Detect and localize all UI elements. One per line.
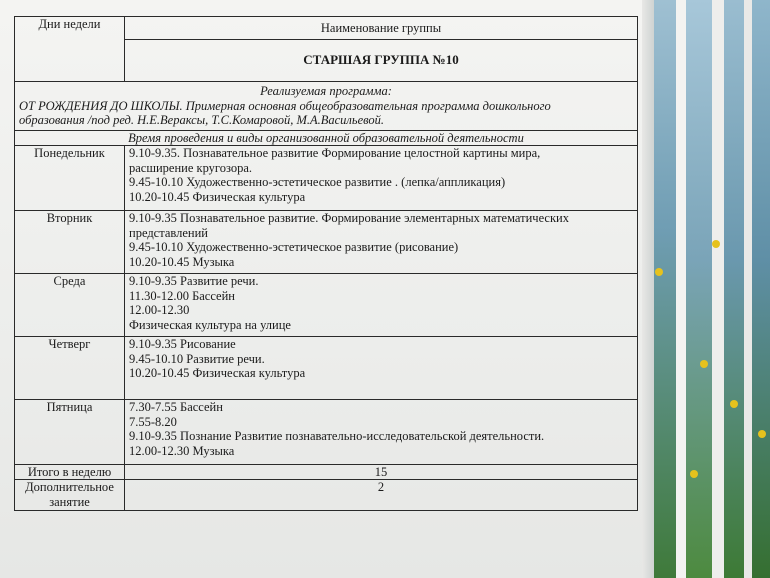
schedule-entry: представлений xyxy=(129,225,208,240)
schedule-entry: 9.10-9.35 Познавательное развитие. Формирование элементарных математических xyxy=(129,211,569,225)
schedule-entry: 10.20-10.45 Музыка xyxy=(129,254,235,269)
day-row-friday xyxy=(15,400,638,465)
program-line-2: образования /под ред. Н.Е.Вераксы, Т.С.Комаровой, М.А.Васильевой. xyxy=(19,113,385,127)
program-line-1: ОТ РОЖДЕНИЯ ДО ШКОЛЫ. Примерная основная общеобразовательная программа дошкольного xyxy=(19,98,551,113)
schedule-entry: расширение кругозора. xyxy=(129,160,253,175)
group-label: Наименование группы xyxy=(125,17,638,40)
day-entries xyxy=(125,274,638,337)
day-row-monday xyxy=(15,146,638,211)
schedule-entry: 7.30-7.55 Бассейн xyxy=(129,400,223,414)
flower-decoration xyxy=(712,240,720,248)
folder-stripe xyxy=(724,0,744,578)
day-name: Пятница xyxy=(15,400,125,465)
group-name: СТАРШАЯ ГРУППА №10 xyxy=(125,40,638,82)
folder-stripe xyxy=(712,0,724,578)
day-entries xyxy=(125,337,638,400)
program-cell xyxy=(15,82,638,131)
schedule-entry: Физическая культура на улице xyxy=(129,317,291,332)
extra-lesson-label: Дополнительное занятие xyxy=(15,480,125,511)
flower-decoration xyxy=(655,268,663,276)
schedule-entry: 12.00-12.30 xyxy=(129,303,190,317)
day-name: Вторник xyxy=(15,211,125,274)
schedule-entry: 7.55-8.20 xyxy=(129,414,177,429)
schedule-entry: 9.45-10.10 Художественно-эстетическое развитие (рисование) xyxy=(129,240,459,254)
flower-decoration xyxy=(730,400,738,408)
day-entries xyxy=(125,400,638,465)
activity-header: Время проведения и виды организованной образовательной деятельности xyxy=(15,131,638,146)
folder-stripe xyxy=(686,0,712,578)
flower-decoration xyxy=(758,430,766,438)
flower-decoration xyxy=(700,360,708,368)
schedule-entry: 11.30-12.00 Бассейн xyxy=(129,288,235,303)
weekly-total-value: 15 xyxy=(125,465,638,480)
extra-lesson-value: 2 xyxy=(125,480,638,511)
program-row xyxy=(15,82,638,131)
day-name: Среда xyxy=(15,274,125,337)
day-entries xyxy=(125,146,638,211)
schedule-entry: 9.10-9.35 Рисование xyxy=(129,337,236,351)
weekly-total-label: Итого в неделю xyxy=(15,465,125,480)
day-row-wednesday xyxy=(15,274,638,337)
weekly-total-row xyxy=(15,465,638,480)
day-row-thursday xyxy=(15,337,638,400)
schedule-entry: 9.45-10.10 Развитие речи. xyxy=(129,351,265,366)
header-row xyxy=(15,17,638,40)
program-title: Реализуемая программа: xyxy=(260,84,392,98)
day-name: Понедельник xyxy=(15,146,125,211)
flower-decoration xyxy=(690,470,698,478)
day-name: Четверг xyxy=(15,337,125,400)
folder-stripe xyxy=(676,0,686,578)
day-entries xyxy=(125,211,638,274)
extra-lesson-row xyxy=(15,480,638,511)
folder-stripe xyxy=(654,0,676,578)
days-header: Дни недели xyxy=(15,17,125,82)
schedule-entry: 12.00-12.30 Музыка xyxy=(129,443,235,458)
folder-stripe xyxy=(744,0,752,578)
schedule-entry: 9.10-9.35 Познание Развитие познавательно-исследовательской деятельности. xyxy=(129,429,545,443)
folder-stripe xyxy=(752,0,770,578)
schedule-entry: 9.10-9.35. Познавательное развитие Формирование целостной картины мира, xyxy=(129,146,541,160)
schedule-entry: 9.10-9.35 Развитие речи. xyxy=(129,274,259,288)
schedule-entry: 10.20-10.45 Физическая культура xyxy=(129,366,306,380)
schedule-entry: 9.45-10.10 Художественно-эстетическое развитие . (лепка/аппликация) xyxy=(129,175,506,189)
schedule-entry: 10.20-10.45 Физическая культура xyxy=(129,189,306,204)
schedule-table xyxy=(14,16,638,511)
paper-edge xyxy=(642,0,654,578)
day-row-tuesday xyxy=(15,211,638,274)
